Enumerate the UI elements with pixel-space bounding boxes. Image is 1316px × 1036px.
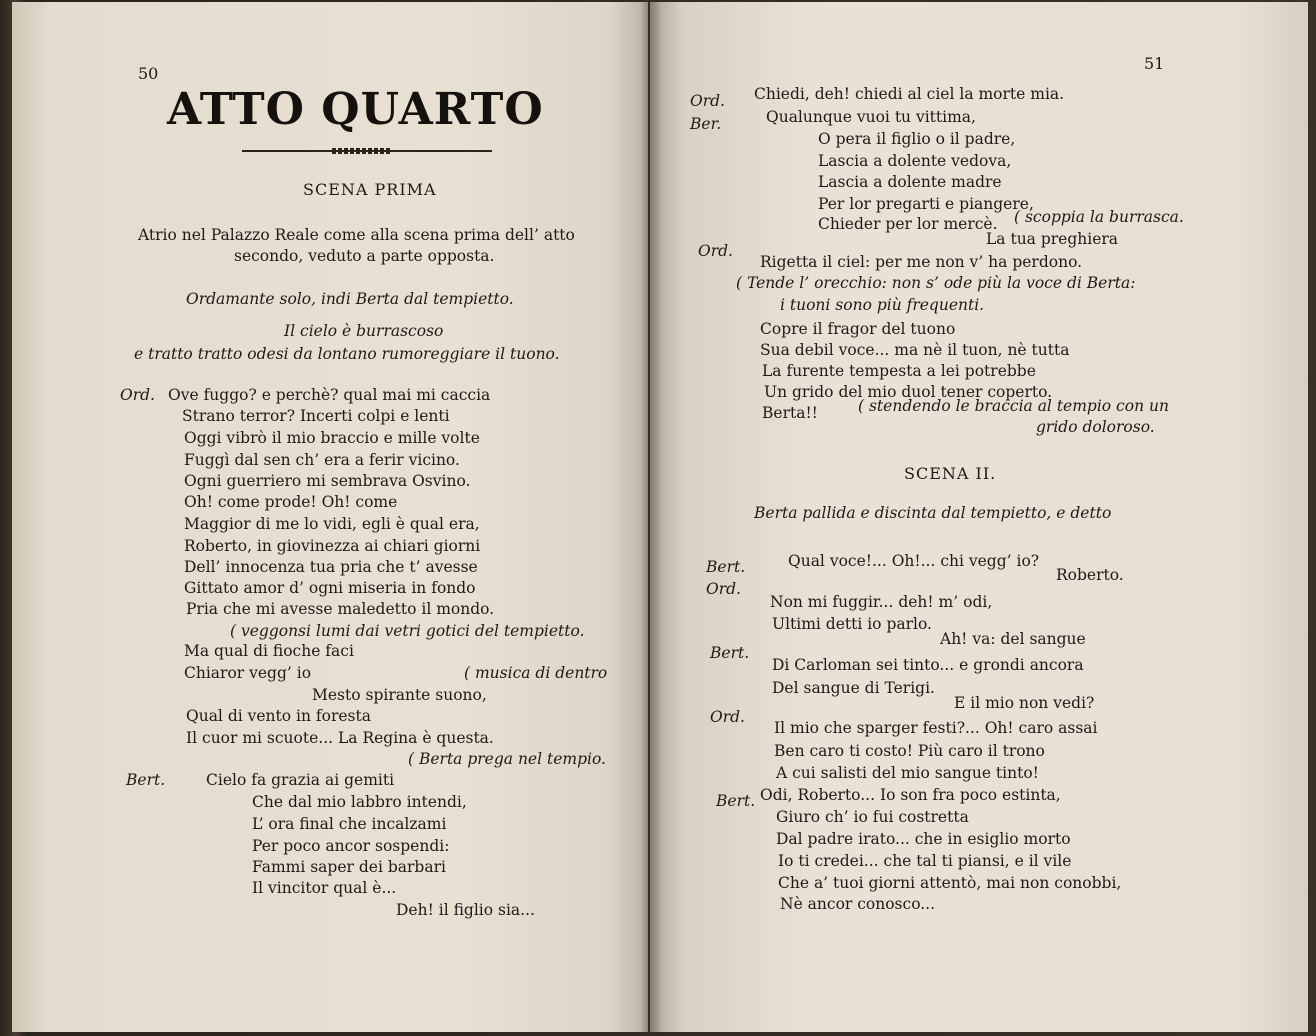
- setting-line: Atrio nel Palazzo Reale come alla scena prima dell’ atto: [138, 226, 575, 244]
- right-page: [650, 2, 1308, 1032]
- stage-direction: ( veggonsi lumi dai vetri gotici del tempietto.: [230, 622, 585, 640]
- verse-line: Dell’ innocenza tua pria che t’ avesse: [184, 558, 478, 576]
- verse-line: Il mio che sparger festi?... Oh! caro assai: [774, 719, 1098, 737]
- verse-line: Ah! va: del sangue: [940, 630, 1086, 648]
- speaker-label: Bert.: [706, 558, 746, 576]
- stage-direction: Il cielo è burrascoso: [284, 322, 444, 340]
- verse-line: Giuro ch’ io fui costretta: [776, 808, 969, 826]
- verse-line: Che dal mio labbro intendi,: [252, 793, 467, 811]
- verse-line: Il vincitor qual è...: [252, 879, 397, 897]
- verse-line: Pria che mi avesse maledetto il mondo.: [186, 600, 495, 618]
- stage-direction: ( Tende l’ orecchio: non s’ ode più la voce di Berta:: [736, 274, 1136, 292]
- verse-line: L’ ora final che incalzami: [252, 815, 447, 833]
- stage-direction: ( scoppia la burrasca.: [1014, 208, 1184, 226]
- verse-line: Qual di vento in foresta: [186, 707, 371, 725]
- speaker-label: Ber.: [690, 115, 722, 133]
- ornamental-rule-center: [332, 148, 392, 154]
- verse-line: Per poco ancor sospendi:: [252, 837, 450, 855]
- verse-line: Che a’ tuoi giorni attentò, mai non conobbi,: [778, 874, 1122, 892]
- verse-line: Cielo fa grazia ai gemiti: [206, 771, 395, 789]
- speaker-label: Bert.: [126, 771, 166, 789]
- stage-direction: ( Berta prega nel tempio.: [408, 750, 606, 768]
- verse-line: A cui salisti del mio sangue tinto!: [776, 764, 1039, 782]
- verse-line: Copre il fragor del tuono: [760, 320, 956, 338]
- stage-direction: i tuoni sono più frequenti.: [780, 296, 985, 314]
- verse-line: Ben caro ti costo! Più caro il trono: [774, 742, 1045, 760]
- verse-line: Fammi saper dei barbari: [252, 858, 446, 876]
- stage-direction: e tratto tratto odesi da lontano rumoreggiare il tuono.: [134, 345, 560, 363]
- stage-direction: grido doloroso.: [1036, 418, 1155, 436]
- verse-line: Mesto spirante suono,: [312, 686, 487, 704]
- speaker-label: Ord.: [710, 708, 745, 726]
- verse-line: Lascia a dolente madre: [818, 173, 1002, 191]
- verse-line: Oggi vibrò il mio braccio e mille volte: [184, 429, 480, 447]
- verse-line: Per lor pregarti e piangere,: [818, 195, 1034, 213]
- verse-line: Io ti credei... che tal ti piansi, e il vile: [778, 852, 1072, 870]
- verse-line: Rigetta il ciel: per me non v’ ha perdono.: [760, 253, 1083, 271]
- verse-line: La tua preghiera: [986, 230, 1119, 248]
- verse-line: Maggior di me lo vidi, egli è qual era,: [184, 515, 480, 533]
- verse-line: E il mio non vedi?: [954, 694, 1095, 712]
- verse-line: Berta!!: [762, 404, 818, 422]
- verse-line: Lascia a dolente vedova,: [818, 152, 1012, 170]
- verse-line: Qual voce!... Oh!... chi vegg’ io?: [788, 552, 1040, 570]
- act-title: ATTO QUARTO: [167, 84, 544, 135]
- verse-line: Un grido del mio duol tener coperto.: [764, 383, 1053, 401]
- verse-line: O pera il figlio o il padre,: [818, 130, 1016, 148]
- verse-line: Chiedi, deh! chiedi al ciel la morte mia.: [754, 85, 1065, 103]
- verse-line: Il cuor mi scuote... La Regina è questa.: [186, 729, 494, 747]
- verse-line: Non mi fuggir... deh! m’ odi,: [770, 593, 993, 611]
- speaker-label: Bert.: [710, 644, 750, 662]
- verse-line: Odi, Roberto... Io son fra poco estinta,: [760, 786, 1061, 804]
- speaker-label: Ord.: [698, 242, 733, 260]
- scene-heading: SCENA II.: [904, 464, 997, 483]
- verse-line: Roberto, in giovinezza ai chiari giorni: [184, 537, 481, 555]
- verse-line: Dal padre irato... che in esiglio morto: [776, 830, 1071, 848]
- left-page: [12, 2, 648, 1032]
- speaker-label: Bert.: [716, 792, 756, 810]
- verse-line: Qualunque vuoi tu vittima,: [766, 108, 976, 126]
- page-number: 50: [138, 64, 159, 83]
- verse-line: La furente tempesta a lei potrebbe: [762, 362, 1036, 380]
- setting-line: secondo, veduto a parte opposta.: [234, 247, 495, 265]
- verse-line: Nè ancor conosco...: [780, 895, 936, 913]
- verse-line: Ove fuggo? e perchè? qual mai mi caccia: [168, 386, 491, 404]
- verse-line: Roberto.: [1056, 566, 1124, 584]
- scene-heading: SCENA PRIMA: [303, 180, 437, 199]
- verse-line: Del sangue di Terigi.: [772, 679, 935, 697]
- verse-line: Chieder per lor mercè.: [818, 215, 998, 233]
- verse-line: Strano terror? Incerti colpi e lenti: [182, 407, 450, 425]
- verse-line: Ogni guerriero mi sembrava Osvino.: [184, 472, 471, 490]
- persons-line: Berta pallida e discinta dal tempietto, e detto: [754, 504, 1112, 522]
- persons-line: Ordamante solo, indi Berta dal tempietto.: [186, 290, 514, 308]
- page-number: 51: [1144, 54, 1165, 73]
- speaker-label: Ord.: [690, 92, 725, 110]
- verse-line: Fuggì dal sen ch’ era a ferir vicino.: [184, 451, 460, 469]
- speaker-label: Ord.: [120, 386, 155, 404]
- stage-direction: ( stendendo le braccia al tempio con un: [858, 397, 1169, 415]
- verse-line: Di Carloman sei tinto... e grondi ancora: [772, 656, 1084, 674]
- verse-line: Ma qual di fioche faci: [184, 642, 354, 660]
- stage-direction: ( musica di dentro: [464, 664, 608, 682]
- verse-line: Gittato amor d’ ogni miseria in fondo: [184, 579, 476, 597]
- verse-line: Oh! come prode! Oh! come: [184, 493, 398, 511]
- verse-line: Deh! il figlio sia...: [396, 901, 535, 919]
- verse-line: Ultimi detti io parlo.: [772, 615, 932, 633]
- verse-line: Chiaror vegg’ io: [184, 664, 312, 682]
- verse-line: Sua debil voce... ma nè il tuon, nè tutta: [760, 341, 1070, 359]
- book-gutter: [640, 0, 660, 1036]
- speaker-label: Ord.: [706, 580, 741, 598]
